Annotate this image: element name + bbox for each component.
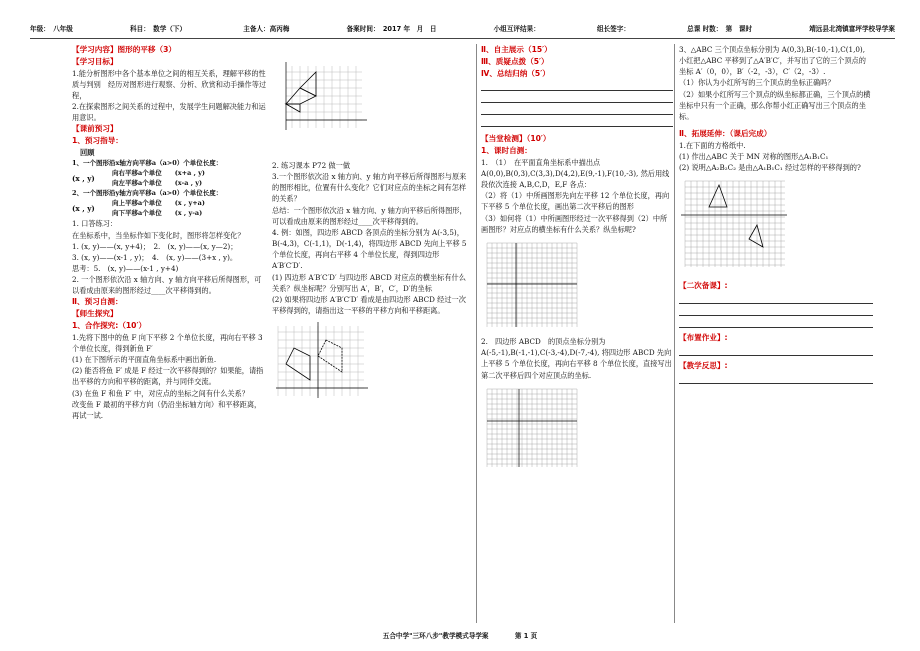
extension-heading: Ⅱ、拓展延伸：（课后完成） xyxy=(679,129,772,139)
page-header xyxy=(30,24,895,39)
exercise-3: 3.一个图形依次沿 x 轴方向、y 轴方向平移后所得图形与原来的图形相比，位置有什么变化？它们对应点的坐标之间有怎样的关系？ xyxy=(272,172,467,204)
answer-line[interactable] xyxy=(481,93,673,103)
goal-2: 2.在探索图形之间关系的过程中，发展学生问题解决能力和运用意识。 xyxy=(72,102,266,123)
test-1c: （3）如何将（1）中所画图形经过一次平移得到（2）中所画图形？对应点的横坐标有什么关系？纵坐标呢? xyxy=(481,213,668,234)
question-3a: （1）你认为小红所写的三个顶点的坐标正确吗？ xyxy=(679,78,835,88)
prep-time-label: 备案时间： 2017 年 月 日 xyxy=(346,25,437,33)
coop-1a: (1) 在下图所示的平面直角坐标系中画出新鱼. xyxy=(72,355,217,365)
mirror-grid xyxy=(679,177,789,269)
rule-1-options xyxy=(112,168,205,188)
oral-3: 思考：5. (x, y)——(x-1 , y+4) xyxy=(72,264,179,273)
homework-heading: 【布置作业】: xyxy=(679,333,728,343)
exercise-2: 2. 练习课本 P72 做一做 xyxy=(272,161,351,170)
answer-line[interactable] xyxy=(679,294,873,304)
section-title: 【学习内容】图形的平移（3） xyxy=(72,45,177,54)
rule-1b: 向左平移a个单位 (x-a , y) xyxy=(112,179,203,188)
group-result-label: 小组互评结果： xyxy=(493,25,540,33)
preview-heading: 【课前预习】 xyxy=(72,124,118,134)
answer-line[interactable] xyxy=(481,117,673,127)
extension-1b: (2) 说明△A₂B₂C₂ 是由△A₁B₁C₁ 经过怎样的平移得到的? xyxy=(679,163,861,173)
leader-sign-label: 组长签字： xyxy=(596,25,630,33)
subject-label: 科目： 数学（下） xyxy=(130,25,187,33)
oral-1: 1. (x, y)——(x, y+4)； 2. (x, y)——(x, y—2)； xyxy=(72,241,238,251)
answer-line[interactable] xyxy=(679,374,873,384)
answer-line[interactable] xyxy=(679,318,873,328)
rule-2-box xyxy=(72,198,268,218)
rule-1: 1、一个图形沿x轴方向平移a（a>0）个单位长度： xyxy=(72,159,223,167)
second-prep-heading: 【二次备课】: xyxy=(679,281,728,291)
answer-line[interactable] xyxy=(679,346,873,356)
rule-1a: 向右平移a个单位 (x+a , y) xyxy=(112,169,205,178)
grid-paper-2 xyxy=(481,385,581,469)
goal-heading: 【学习目标】 xyxy=(72,56,118,66)
extension-1a: (1) 作出△ABC 关于 MN 对称的图形△A₁B₁C₁ xyxy=(679,152,829,162)
question-heading: Ⅲ、质疑点拨（5′） xyxy=(481,56,549,66)
answer-line[interactable] xyxy=(481,105,673,115)
coop-1d: 改变鱼 F 最初的平移方向（仍沿坐标轴方向）和平移距离，再试一试. xyxy=(72,399,262,420)
rule-xy-2: (x , y) xyxy=(72,203,95,213)
rule-xy-1: (x , y) xyxy=(72,173,95,183)
check-heading: 【当堂检测】（10′） xyxy=(481,134,551,144)
rule-1-box xyxy=(72,168,268,188)
reflection-heading: 【教学反思】: xyxy=(679,361,728,371)
review-label: 回顾 xyxy=(80,147,95,157)
rule-2b: 向下平移a个单位 (x , y-a) xyxy=(112,209,203,218)
answer-line[interactable] xyxy=(481,81,673,91)
column-4 xyxy=(674,44,873,623)
oral-2: 3. (x, y)——(x-1 , y)； 4. (x, y)——(3+x , y)。 xyxy=(72,252,238,262)
coop-1: 1.先将下图中的鱼 F 向下平移 2 个单位长度，再向右平移 3 个单位长度，得到新鱼 F′ xyxy=(72,332,263,353)
grid-paper-1 xyxy=(481,239,581,329)
page-footer: 五合中学"三环八步"教学模式导学案 第 1 页 xyxy=(382,631,538,640)
goal-1: 1.能分析图形中各个基本单位之间的相互关系，理解平移的性质与判别 经历对图形进行观察、分析、欣赏和动手操作等过程， xyxy=(72,68,267,100)
rule-2-options xyxy=(112,198,205,218)
test-2: 2. 四边形 ABCD 的顶点坐标分别为 A(-5,-1),B(-1,-1),C(-3,-4),D(-7,-4), 将四边形 ABCD 先向上平移 5 个单位长度，再向右平移 8 个单位长度，直接写出第二次平移后四个对应顶点的坐标. xyxy=(481,337,672,380)
self-test-heading: Ⅱ、预习自测： xyxy=(72,297,123,307)
question-3: 3、△ABC 三个顶点坐标分别为 A(0,3),B(-10,-1),C(1,0), 小红把△ABC 平移到了△A′B′C′，并写出了它的三个顶点的坐标 A′（0，0），B′（-2，-3），C′（2，-3）. xyxy=(679,45,866,77)
oral-question: 在坐标系中，当坐标作如下变化时，图形将怎样变化？ xyxy=(72,230,245,240)
guide-heading: 1、预习指导： xyxy=(72,136,123,146)
show-heading: Ⅱ、自主展示（15′） xyxy=(481,45,552,54)
example-4b: (2) 如果将四边形 A′B′C′D′ 看成是由四边形 ABCD 经过一次平移得到的，请指出这一平移的平移方向和平移距离。 xyxy=(272,294,466,316)
lesson-test-heading: 1、课时自测： xyxy=(481,146,532,156)
grade-label: 年级： 八年级 xyxy=(30,25,73,33)
rule-2: 2、一个图形沿y轴方向平移a（a>0）个单位长度： xyxy=(72,189,223,198)
total-hours-label: 总课 时数： 第 课时 xyxy=(687,25,753,33)
test-1: 1. （1） 在平面直角坐标系中描出点 A(0,0),B(0,3),C(3,3),D(4,2),E(9,-1),F(10,-3), 然后用线段依次连接 A,B,C,D，E,F 各点： xyxy=(481,157,670,190)
column-2 xyxy=(272,160,470,623)
explore-heading: 【师生探究】 xyxy=(72,309,118,319)
extension-1: 1.在下面的方格纸中. xyxy=(679,140,746,150)
question-2: 2. 一个图形依次沿 x 轴方向、y 轴方向平移后所得图形，可以看成由原来的图形经过____次平移得到的。 xyxy=(72,275,262,296)
coop-1c: (3) 在鱼 F 和鱼 F′ 中，对应点的坐标之间有什么关系？ xyxy=(72,388,249,398)
coop-1b: (2) 能否将鱼 F′ 成是 F 经过一次平移得到的？如果能，请指出平移的方向和平移的距离，并与同伴交流。 xyxy=(72,366,264,387)
school-label: 靖远县北湾镇富坪学校导学案 xyxy=(809,25,895,33)
column-1 xyxy=(72,44,268,623)
example-4: 4. 例：如图，四边形 ABCD 各顶点的坐标分别为 A(-3,5)，B(-4,3)，C(-1,1)，D(-1,4)，将四边形 ABCD 先向上平移 5 个单位长度，再向右平移 4 个单位长度，得到四边形 A′B′C′D′. xyxy=(272,227,467,271)
example-4a: (1) 四边形 A′B′C′D′ 与四边形 ABCD 对应点的横坐标有什么关系？纵坐标呢？分别写出 A′，B′，C′，D′的坐标 xyxy=(272,272,466,293)
coop-heading: 1、合作探究:（10′） xyxy=(72,321,147,330)
test-1b: （2）将（1）中所画图形先向左平移 12 个单位长度，再向下平移 5 个单位长度，画出第二次平移后的图形 xyxy=(481,191,670,212)
oral-heading: 1. 口答练习： xyxy=(72,219,118,229)
answer-line[interactable] xyxy=(679,306,873,316)
rule-2a: 向上平移a个单位 (x , y+a) xyxy=(112,199,205,208)
question-3b: （2）如果小红所写三个顶点的纵坐标都正确，三个顶点的横坐标中只有一个正确，那么你帮小红正确写出三个顶点的坐标。 xyxy=(679,89,871,121)
quadrilateral-graph xyxy=(272,320,372,402)
summarize-heading: Ⅳ、总结归纳（5′） xyxy=(481,68,550,78)
preparer-label: 主备人：高丙梅 xyxy=(243,25,290,33)
summary: 总结：一个图形依次沿 x 轴方向、y 轴方向平移后所得图形，可以看成由原来的图形经过____次平移得到的。 xyxy=(272,205,467,226)
column-3 xyxy=(476,44,673,623)
fish-graph xyxy=(272,58,372,140)
